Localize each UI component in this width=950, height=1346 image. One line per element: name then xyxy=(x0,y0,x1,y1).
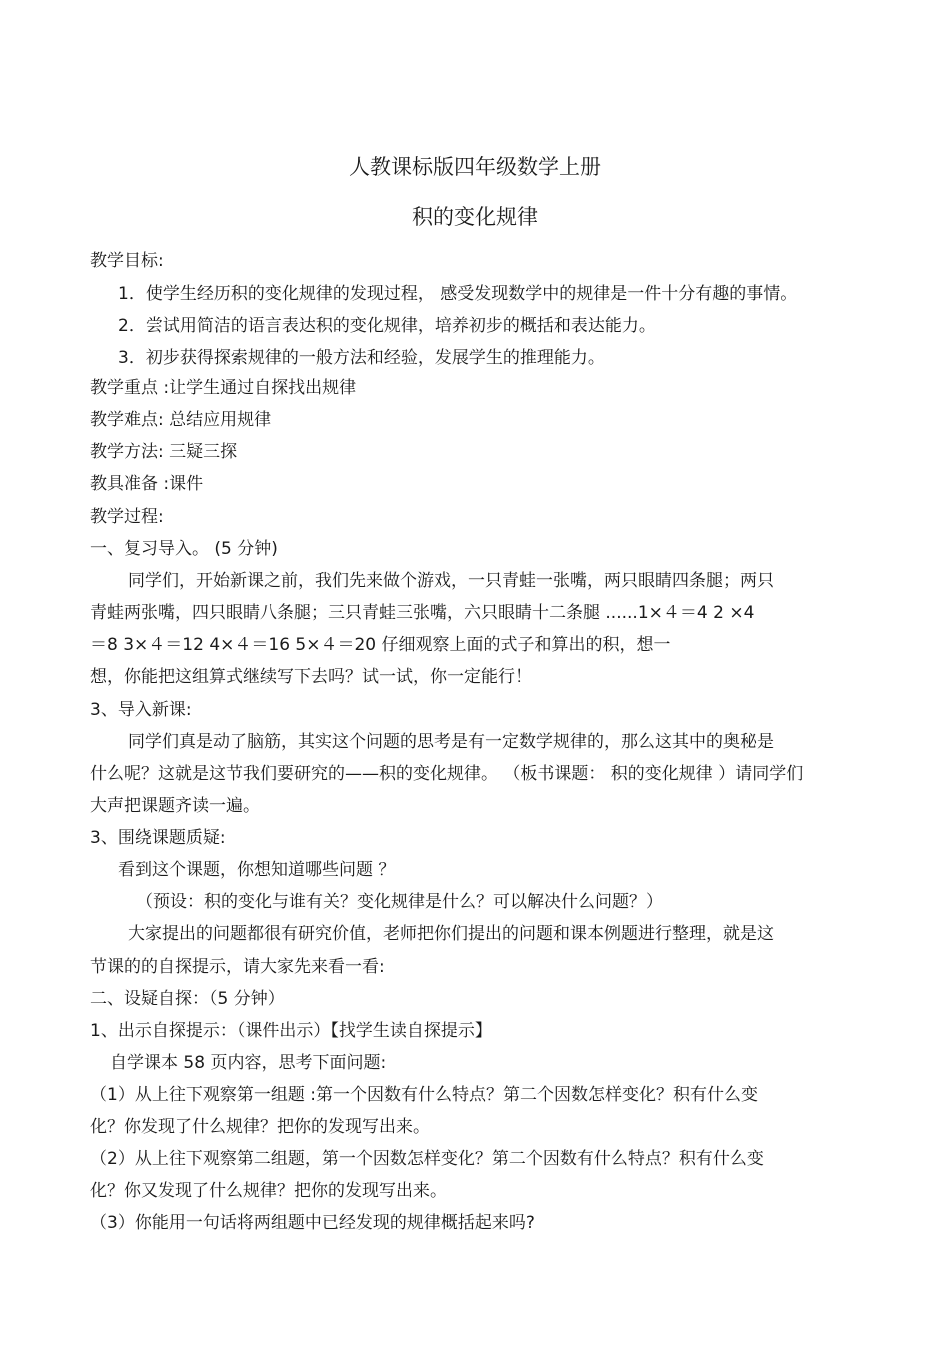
section-intro-heading: 3、导入新课: xyxy=(90,700,192,720)
paragraph-line: 化？你发现了什么规律？把你的发现写出来。 xyxy=(90,1117,430,1137)
question-item: （1）从上往下观察第一组题 :第一个因数有什么特点？第二个因数怎样变化？积有什么变 xyxy=(90,1085,758,1105)
paragraph-line: 1、出示自探提示：（课件出示）【找学生读自探提示】 xyxy=(90,1021,492,1041)
question-item: （3）你能用一句话将两组题中已经发现的规律概括起来吗? xyxy=(90,1213,535,1233)
paragraph-line: ＝8 3×４＝12 4×４＝16 5×４＝20 仔细观察上面的式子和算出的积，想一 xyxy=(90,635,671,655)
paragraph-line: 什么呢？这就是这节我们要研究的——积的变化规律。 （板书课题： 积的变化规律 ）请同学们 xyxy=(90,764,804,784)
paragraph-line: 想，你能把这组算式继续写下去吗？试一试，你一定能行！ xyxy=(90,667,532,687)
objective-3: 3．初步获得探索规律的一般方法和经验，发展学生的推理能力。 xyxy=(118,348,605,368)
paragraph-line: 同学们，开始新课之前，我们先来做个游戏，一只青蛙一张嘴，两只眼睛四条腿；两只 xyxy=(128,571,774,591)
method: 教学方法: 三疑三探 xyxy=(90,442,238,462)
paragraph-line: 大家提出的问题都很有研究价值，老师把你们提出的问题和课本例题进行整理，就是这 xyxy=(128,924,774,944)
paragraph-line: 看到这个课题，你想知道哪些问题 ？ xyxy=(118,860,396,880)
document-subtitle: 积的变化规律 xyxy=(412,205,538,229)
objective-1: 1．使学生经历积的变化规律的发现过程， 感受发现数学中的规律是一件十分有趣的事情。 xyxy=(118,284,798,304)
paragraph-line: 化？你又发现了什么规律？把你的发现写出来。 xyxy=(90,1181,447,1201)
paragraph-line: 青蛙两张嘴，四只眼睛八条腿；三只青蛙三张嘴，六只眼睛十二条腿 ......1×４＝4 2 ×4 xyxy=(90,603,755,623)
process-heading: 教学过程: xyxy=(90,507,164,527)
question-item: （2）从上往下观察第二组题，第一个因数怎样变化？第二个因数有什么特点？积有什么变 xyxy=(90,1149,764,1169)
paragraph-line: 同学们真是动了脑筋，其实这个问题的思考是有一定数学规律的，那么这其中的奥秘是 xyxy=(128,732,774,752)
difficulty: 教学难点: 总结应用规律 xyxy=(90,410,272,430)
objectives-heading: 教学目标: xyxy=(90,251,164,271)
key-point: 教学重点 :让学生通过自探找出规律 xyxy=(90,378,357,398)
section-explore-heading: 二、设疑自探：（5 分钟） xyxy=(90,989,285,1009)
objective-2: 2．尝试用简洁的语言表达积的变化规律，培养初步的概括和表达能力。 xyxy=(118,316,656,336)
materials: 教具准备 :课件 xyxy=(90,474,204,494)
paragraph-line: （预设：积的变化与谁有关？变化规律是什么？可以解决什么问题？） xyxy=(136,892,663,912)
paragraph-line: 大声把课题齐读一遍。 xyxy=(90,796,260,816)
section-question-heading: 3、围绕课题质疑: xyxy=(90,828,226,848)
paragraph-line: 节课的的自探提示，请大家先来看一看: xyxy=(90,957,385,977)
paragraph-line: 自学课本 58 页内容，思考下面问题: xyxy=(110,1053,387,1073)
document-title: 人教课标版四年级数学上册 xyxy=(349,155,601,179)
section-review-heading: 一、复习导入。 (5 分钟) xyxy=(90,539,278,559)
